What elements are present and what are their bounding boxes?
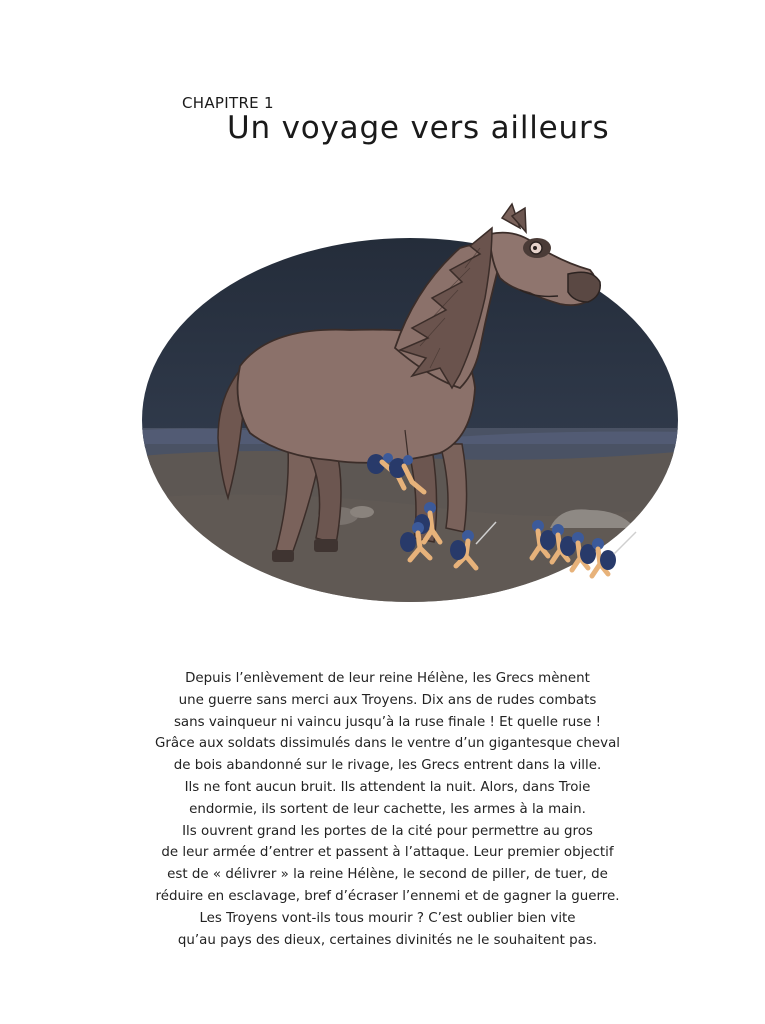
text-line: Grâce aux soldats dissimulés dans le ventre d’un gigantesque cheval	[154, 736, 621, 752]
soldier	[592, 532, 636, 576]
text-line: une guerre sans merci aux Troyens. Dix ans de rudes combats	[178, 692, 597, 708]
chapter-title: Un voyage vers ailleurs	[227, 110, 610, 146]
text-line: qu’au pays des dieux, certaines divinités ne le souhaitent pas.	[177, 932, 598, 948]
trojan-horse-illustration	[140, 198, 700, 628]
text-line: réduire en esclavage, bref d’écraser l’ennemi et de gagner la guerre.	[155, 888, 620, 904]
text-line: de bois abandonné sur le rivage, les Grecs entrent dans la ville.	[173, 758, 602, 774]
horse-hoof	[272, 550, 294, 562]
text-line: Ils ne font aucun bruit. Ils attendent la nuit. Alors, dans Troie	[184, 779, 591, 795]
text-line: Ils ouvrent grand les portes de la cité pour permettre au gros	[182, 823, 593, 839]
text-line: de leur armée d’entrer et passent à l’attaque. Leur premier objectif	[161, 845, 614, 861]
text-line: sans vainqueur ni vaincu jusqu’à la ruse finale ! Et quelle ruse !	[173, 714, 602, 730]
text-line: Les Troyens vont-ils tous mourir ? C’est oublier bien vite	[199, 910, 576, 926]
horse-hoof	[314, 539, 338, 552]
horse-muzzle	[568, 272, 600, 302]
text-line: est de « délivrer » la reine Hélène, le second de piller, de tuer, de	[167, 867, 608, 883]
rock	[350, 506, 374, 518]
text-line: endormie, ils sortent de leur cachette, les armes à la main.	[189, 801, 586, 817]
chapter-label: CHAPITRE 1	[182, 94, 274, 112]
text-line: Depuis l’enlèvement de leur reine Hélène, les Grecs mènent	[185, 671, 590, 686]
chapter-text	[150, 668, 625, 951]
